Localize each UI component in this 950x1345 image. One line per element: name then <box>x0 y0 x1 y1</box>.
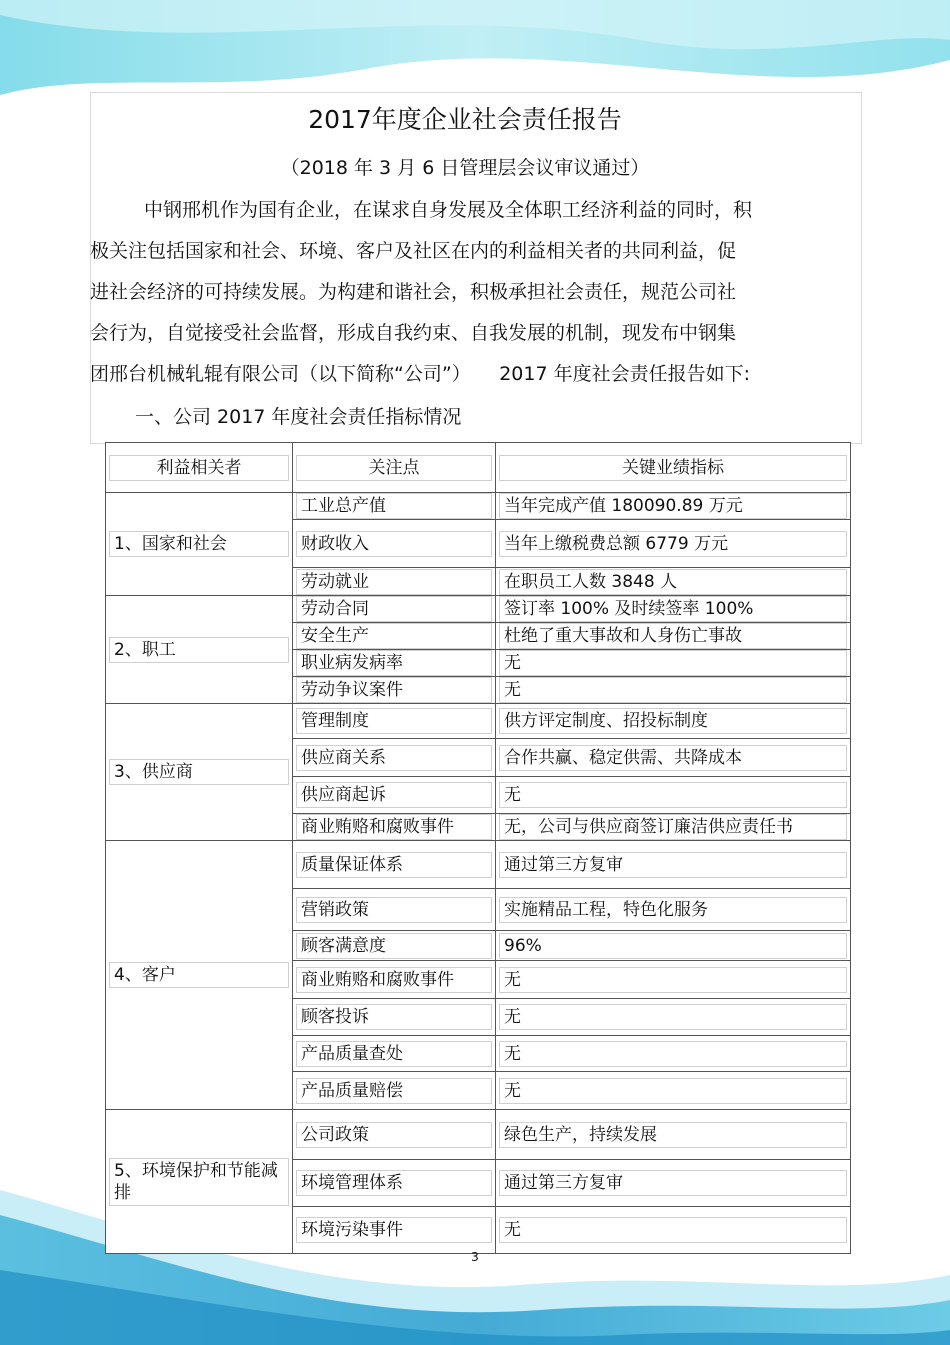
focus-cell: 顾客满意度 <box>293 931 496 961</box>
paragraph-line: 会行为，自觉接受社会监督，形成自我约束、自我发展的机制，现发布中钢集 <box>90 322 737 344</box>
table-row <box>106 596 851 623</box>
focus-cell: 营销政策 <box>293 889 496 931</box>
stakeholder-cell: 1、国家和社会 <box>106 493 293 596</box>
focus-cell: 管理制度 <box>293 704 496 739</box>
focus-cell: 安全生产 <box>293 623 496 650</box>
focus-cell: 商业贿赂和腐败事件 <box>293 814 496 841</box>
indicator-cell: 无 <box>496 961 851 999</box>
focus-cell: 职业病发病率 <box>293 650 496 677</box>
focus-cell: 环境管理体系 <box>293 1160 496 1207</box>
indicator-cell: 无 <box>496 650 851 677</box>
focus-cell: 财政收入 <box>293 520 496 568</box>
focus-cell: 商业贿赂和腐败事件 <box>293 961 496 999</box>
indicator-cell: 无 <box>496 1072 851 1110</box>
indicator-cell: 通过第三方复审 <box>496 841 851 889</box>
focus-cell: 质量保证体系 <box>293 841 496 889</box>
indicator-cell: 96% <box>496 931 851 961</box>
focus-cell: 顾客投诉 <box>293 999 496 1036</box>
indicator-cell: 当年完成产值 180090.89 万元 <box>496 493 851 520</box>
focus-cell: 供应商关系 <box>293 739 496 777</box>
paragraph-line: 中钢邢机作为国有企业，在谋求自身发展及全体职工经济利益的同时，积 <box>144 199 753 221</box>
indicator-cell: 当年上缴税费总额 6779 万元 <box>496 520 851 568</box>
indicator-cell: 无 <box>496 777 851 814</box>
table-header-row <box>106 443 851 493</box>
indicator-cell: 通过第三方复审 <box>496 1160 851 1207</box>
document-title: 2017年度企业社会责任报告 <box>308 105 622 134</box>
focus-cell: 公司政策 <box>293 1110 496 1160</box>
paragraph-line: 团邢台机械轧辊有限公司（以下简称“公司”） 2017 年度社会责任报告如下: <box>90 363 750 385</box>
header-cell: 关注点 <box>293 443 496 493</box>
intro-paragraph <box>90 195 850 400</box>
stakeholder-cell: 5、环境保护和节能减排 <box>106 1110 293 1254</box>
page-number: 3 <box>471 1250 479 1264</box>
indicator-cell: 绿色生产，持续发展 <box>496 1110 851 1160</box>
focus-cell: 供应商起诉 <box>293 777 496 814</box>
indicator-cell: 无，公司与供应商签订廉洁供应责任书 <box>496 814 851 841</box>
indicator-cell: 无 <box>496 999 851 1036</box>
focus-cell: 劳动就业 <box>293 568 496 596</box>
indicator-cell: 无 <box>496 1036 851 1072</box>
focus-cell: 劳动合同 <box>293 596 496 623</box>
stakeholder-cell: 4、客户 <box>106 841 293 1110</box>
indicator-cell: 供方评定制度、招投标制度 <box>496 704 851 739</box>
stakeholder-cell: 2、职工 <box>106 596 293 704</box>
focus-cell: 环境污染事件 <box>293 1207 496 1254</box>
indicator-cell: 实施精品工程，特色化服务 <box>496 889 851 931</box>
indicator-cell: 无 <box>496 677 851 704</box>
header-cell: 关键业绩指标 <box>496 443 851 493</box>
paragraph-line: 极关注包括国家和社会、环境、客户及社区在内的利益相关者的共同利益，促 <box>90 240 737 262</box>
paragraph-line: 进社会经济的可持续发展。为构建和谐社会，积极承担社会责任，规范公司社 <box>90 281 737 303</box>
header-cell: 利益相关者 <box>106 443 293 493</box>
indicator-cell: 合作共赢、稳定供需、共降成本 <box>496 739 851 777</box>
table-row <box>106 704 851 739</box>
table-row <box>106 493 851 520</box>
focus-cell: 产品质量赔偿 <box>293 1072 496 1110</box>
section-heading: 一、公司 2017 年度社会责任指标情况 <box>135 406 462 428</box>
focus-cell: 产品质量查处 <box>293 1036 496 1072</box>
table-row <box>106 841 851 889</box>
table-row <box>106 1110 851 1160</box>
stakeholder-cell: 3、供应商 <box>106 704 293 841</box>
indicator-cell: 签订率 100% 及时续签率 100% <box>496 596 851 623</box>
indicator-cell: 无 <box>496 1207 851 1254</box>
indicator-cell: 在职员工人数 3848 人 <box>496 568 851 596</box>
focus-cell: 工业总产值 <box>293 493 496 520</box>
indicator-cell: 杜绝了重大事故和人身伤亡事故 <box>496 623 851 650</box>
focus-cell: 劳动争议案件 <box>293 677 496 704</box>
responsibility-table <box>105 442 851 1254</box>
document-subtitle: （2018 年 3 月 6 日管理层会议审议通过） <box>280 157 650 179</box>
